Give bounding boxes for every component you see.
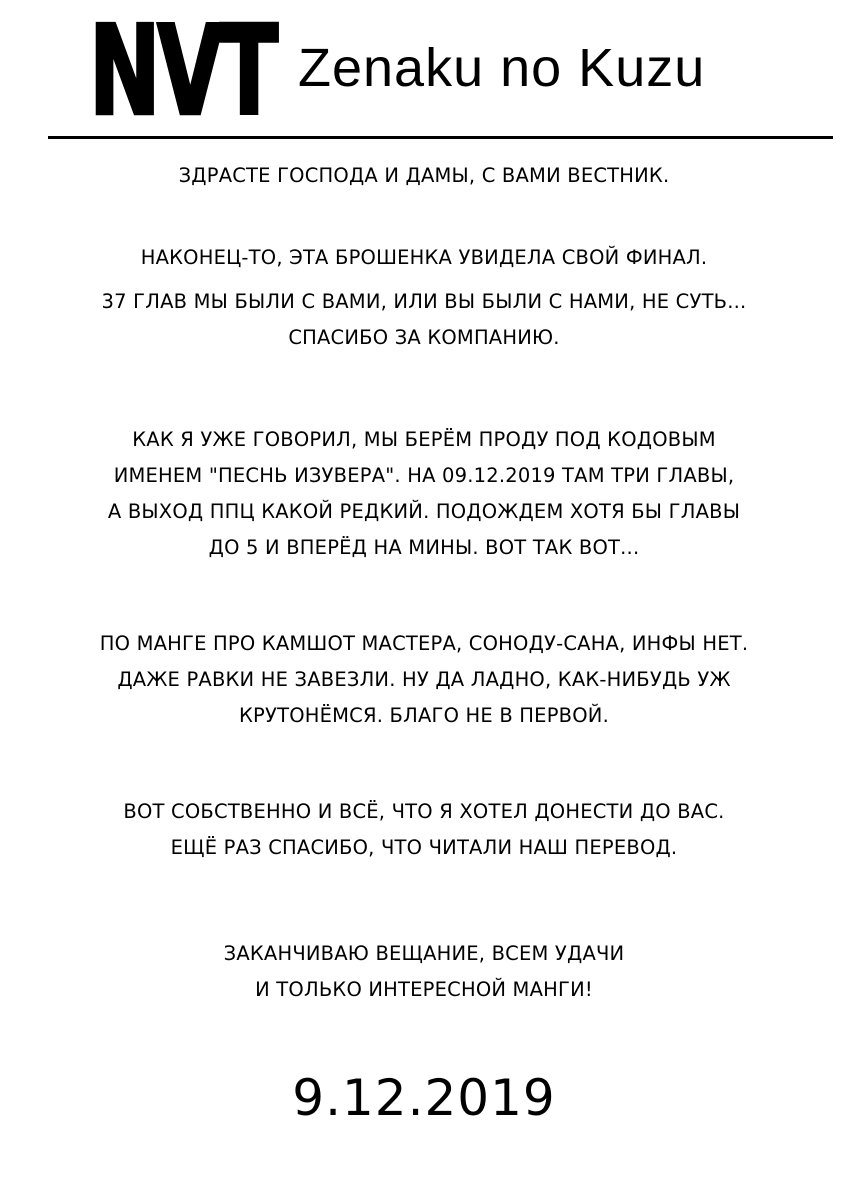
text-line: ПО МАНГЕ ПРО КАМШОТ МАСТЕРА, СОНОДУ-САНА, ИНФЫ НЕТ.	[99, 632, 749, 655]
header-divider	[48, 136, 833, 139]
text-line: СПАСИБО ЗА КОМПАНИЮ.	[288, 326, 560, 349]
text-line: ЗДРАСТЕ ГОСПОДА И ДАМЫ, С ВАМИ ВЕСТНИК.	[178, 164, 670, 187]
text-line: И ТОЛЬКО ИНТЕРЕСНОЙ МАНГИ!	[255, 978, 593, 1001]
paragraph-sequel	[40, 422, 808, 566]
paragraph-greeting	[40, 158, 808, 194]
text-line: НАКОНЕЦ-ТО, ЭТА БРОШЕНКА УВИДЕЛА СВОЙ ФИНАЛ.	[140, 246, 708, 269]
text-line: 37 ГЛАВ МЫ БЫЛИ С ВАМИ, ИЛИ ВЫ БЫЛИ С НАМИ, НЕ СУТЬ...	[101, 290, 747, 313]
text-line: КРУТОНЁМСЯ. БЛАГО НЕ В ПЕРВОЙ.	[239, 704, 609, 727]
text-line: ДАЖЕ РАВКИ НЕ ЗАВЕЗЛИ. НУ ДА ЛАДНО, КАК-НИБУДЬ УЖ	[117, 668, 731, 691]
text-line: ЗАКАНЧИВАЮ ВЕЩАНИЕ, ВСЕМ УДАЧИ	[223, 942, 625, 965]
paragraph-finale	[40, 240, 808, 356]
date-stamp: 9.12.2019	[292, 1069, 556, 1127]
logo-text: NVT	[89, 8, 275, 120]
text-line: КАК Я УЖЕ ГОВОРИЛ, МЫ БЕРЁМ ПРОДУ ПОД КОДОВЫМ	[132, 428, 716, 451]
text-line: ДО 5 И ВПЕРЁД НА МИНЫ. ВОТ ТАК ВОТ...	[208, 536, 640, 559]
text-line: ИМЕНЕМ "ПЕСНЬ ИЗУВЕРА". НА 09.12.2019 ТАМ ТРИ ГЛАВЫ,	[113, 464, 735, 487]
paragraph-other-manga	[40, 626, 808, 734]
page-header	[0, 0, 848, 140]
paragraph-signoff	[40, 936, 808, 1008]
text-line: ВОТ СОБСТВЕННО И ВСЁ, ЧТО Я ХОТЕЛ ДОНЕСТИ ДО ВАС.	[123, 800, 725, 823]
text-line: А ВЫХОД ППЦ КАКОЙ РЕДКИЙ. ПОДОЖДЕМ ХОТЯ БЫ ГЛАВЫ	[107, 500, 741, 523]
paragraph-thanks	[40, 794, 808, 866]
text-line: ЕЩЁ РАЗ СПАСИБО, ЧТО ЧИТАЛИ НАШ ПЕРЕВОД.	[170, 836, 678, 859]
series-title: Zenaku no Kuzu	[298, 38, 706, 98]
nvt-logo	[82, 8, 282, 120]
